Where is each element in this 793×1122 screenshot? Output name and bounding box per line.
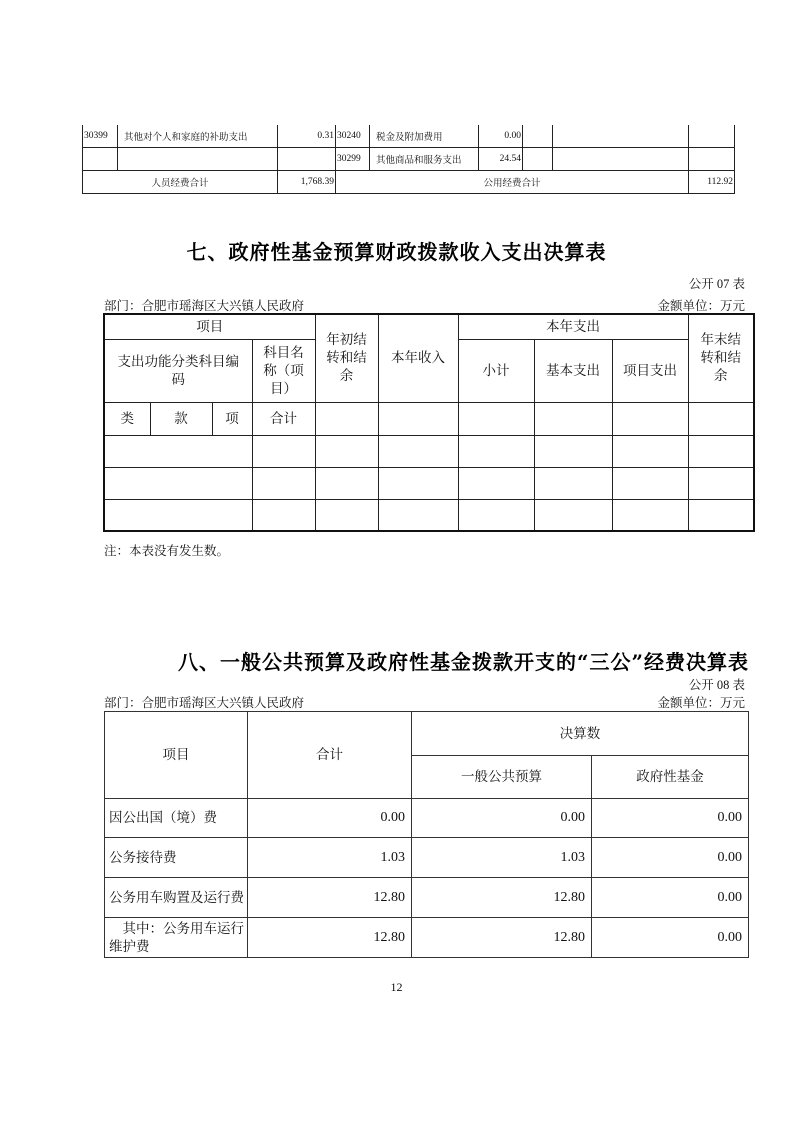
header-row xyxy=(104,402,754,435)
header-government-fund: 政府性基金 xyxy=(592,756,749,799)
page-number: 12 xyxy=(390,980,403,994)
header-final: 决算数 xyxy=(412,712,749,756)
header-total: 合计 xyxy=(252,402,315,435)
section8-title: 八、一般公共预算及政府性基金拨款开支的“三公”经费决算表 xyxy=(177,650,749,674)
general-cell: 12.80 xyxy=(412,918,592,958)
header-row xyxy=(105,712,749,756)
header-project: 项目支出 xyxy=(612,339,688,402)
total-cell: 0.00 xyxy=(248,799,412,838)
header-subtotal: 小计 xyxy=(458,339,534,402)
empty-cell xyxy=(553,148,689,171)
header-subject-name: 科目名称（项目） xyxy=(252,339,315,402)
code-cell: 30240 xyxy=(336,125,370,148)
name-cell: 其他对个人和家庭的补助支出 xyxy=(118,125,278,148)
header-func-code: 支出功能分类科目编码 xyxy=(104,339,252,402)
section7-table-number: 公开 07 表 xyxy=(688,277,745,291)
item-cell: 因公出国（境）费 xyxy=(105,799,248,838)
name-cell: 其他商品和服务支出 xyxy=(370,148,479,171)
empty-cell xyxy=(523,148,553,171)
header-begin-balance: 年初结转和结余 xyxy=(315,314,378,402)
section8-department: 部门：合肥市瑶海区大兴镇人民政府 xyxy=(104,696,305,710)
empty-cell xyxy=(523,125,553,148)
amount-cell: 24.54 xyxy=(479,148,523,171)
section7-note: 注：本表没有发生数。 xyxy=(104,543,230,558)
section8-table xyxy=(104,711,749,958)
total-cell: 1.03 xyxy=(248,838,412,878)
totals-row xyxy=(83,171,735,194)
table-row xyxy=(105,799,749,838)
fund-cell: 0.00 xyxy=(592,838,749,878)
header-expenditure: 本年支出 xyxy=(458,314,688,339)
general-cell: 1.03 xyxy=(412,838,592,878)
table-row xyxy=(105,838,749,878)
fund-cell: 0.00 xyxy=(592,878,749,918)
total-cell: 12.80 xyxy=(248,918,412,958)
header-basic: 基本支出 xyxy=(534,339,612,402)
code-cell: 30299 xyxy=(336,148,370,171)
name-cell: 税金及附加费用 xyxy=(370,125,479,148)
item-cell: 公务接待费 xyxy=(105,838,248,878)
empty-cell xyxy=(689,148,735,171)
header-item: 项目 xyxy=(104,314,315,339)
section7-department: 部门：合肥市瑶海区大兴镇人民政府 xyxy=(104,299,305,313)
public-total-label: 公用经费合计 xyxy=(336,171,689,194)
fund-cell: 0.00 xyxy=(592,799,749,838)
item-cell: 公务用车购置及运行费 xyxy=(105,878,248,918)
amount-cell: 0.31 xyxy=(278,125,336,148)
section8-table-number: 公开 08 表 xyxy=(688,678,745,692)
code-cell xyxy=(83,148,118,171)
amount-cell: 0.00 xyxy=(479,125,523,148)
item-cell: 其中：公务用车运行维护费 xyxy=(105,918,248,958)
table-row xyxy=(104,435,754,467)
name-cell xyxy=(118,148,278,171)
table-row xyxy=(105,918,749,958)
general-cell: 12.80 xyxy=(412,878,592,918)
section7-unit: 金额单位：万元 xyxy=(657,299,745,313)
amount-cell xyxy=(278,148,336,171)
header-lei: 类 xyxy=(104,402,150,435)
header-row xyxy=(104,314,754,339)
table-row xyxy=(104,499,754,531)
section8-unit: 金额单位：万元 xyxy=(657,696,745,710)
header-general-budget: 一般公共预算 xyxy=(412,756,592,799)
header-xiang: 项 xyxy=(212,402,252,435)
header-kuan: 款 xyxy=(150,402,212,435)
table-row xyxy=(105,878,749,918)
header-end-balance: 年末结转和结余 xyxy=(688,314,754,402)
fund-cell: 0.00 xyxy=(592,918,749,958)
section7-table xyxy=(103,313,755,532)
total-cell: 12.80 xyxy=(248,878,412,918)
public-total-value: 112.92 xyxy=(689,171,735,194)
section7-title: 七、政府性基金预算财政拨款收入支出决算表 xyxy=(186,240,607,264)
header-item: 项目 xyxy=(105,712,248,799)
table-row xyxy=(104,467,754,499)
table-row xyxy=(83,148,735,171)
header-income: 本年收入 xyxy=(378,314,458,402)
personnel-total-value: 1,768.39 xyxy=(278,171,336,194)
table-row xyxy=(83,125,735,148)
header-total: 合计 xyxy=(248,712,412,799)
personnel-total-label: 人员经费合计 xyxy=(83,171,278,194)
code-cell: 30399 xyxy=(83,125,118,148)
empty-cell xyxy=(689,125,735,148)
general-cell: 0.00 xyxy=(412,799,592,838)
expense-detail-table-fragment xyxy=(82,125,735,194)
empty-cell xyxy=(553,125,689,148)
